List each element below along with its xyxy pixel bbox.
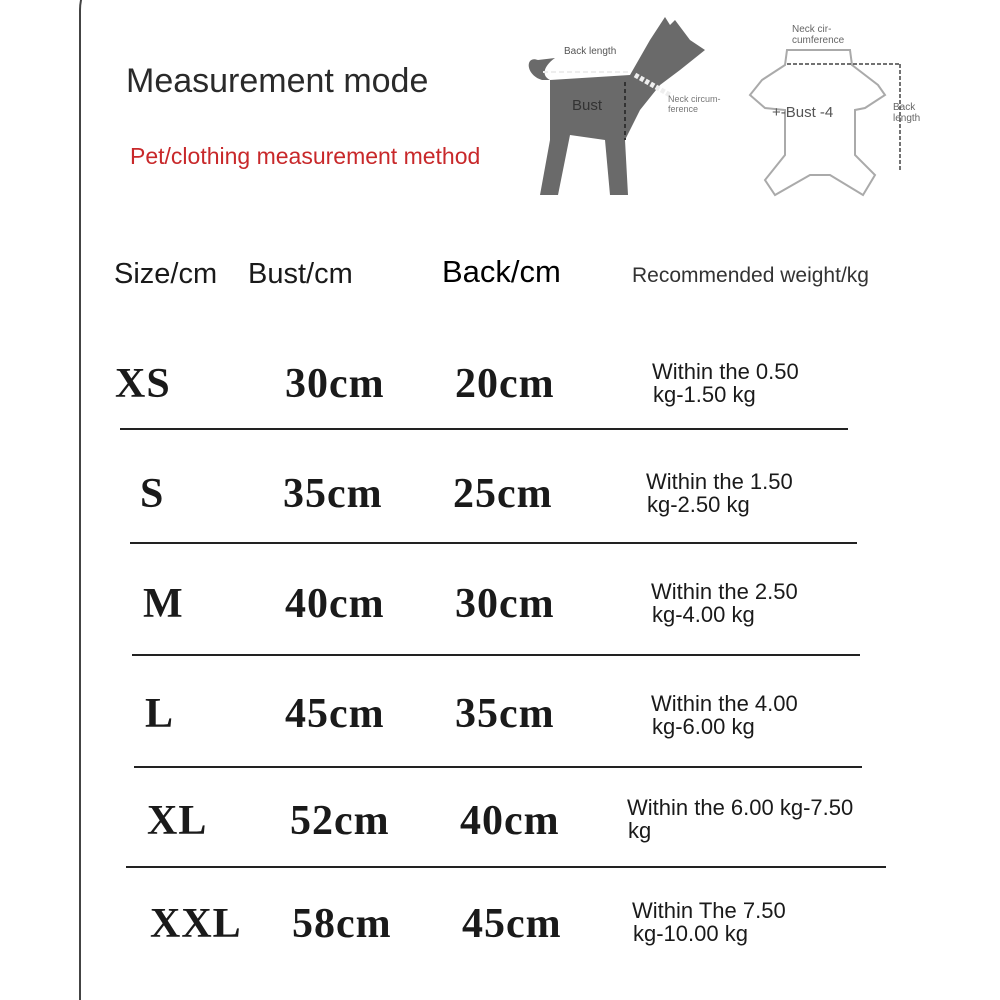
weight-cell-line2: kg-4.00 kg <box>652 602 755 627</box>
back-length-label: Back length <box>564 46 617 57</box>
size-cell: M <box>143 581 184 627</box>
back-cell: 25cm <box>453 471 553 517</box>
back-cell: 45cm <box>462 901 562 947</box>
weight-cell-line1: Within The 7.50 <box>632 898 786 923</box>
bust-cell: 40cm <box>285 581 385 627</box>
garment-outline-icon <box>750 50 885 195</box>
weight-cell-line1: Within the 4.00 <box>651 691 798 716</box>
garment-neck-label: Neck cir- <box>792 24 832 35</box>
header-size: Size/cm <box>114 258 218 290</box>
row-divider <box>130 542 857 544</box>
weight-cell-line2: kg-1.50 kg <box>653 382 756 407</box>
bust-cell: 45cm <box>285 691 385 737</box>
row-divider <box>134 766 862 768</box>
neck-label: Neck circum- <box>668 94 721 104</box>
size-cell: S <box>140 471 165 517</box>
weight-cell-line2: kg <box>628 818 652 843</box>
size-cell: XS <box>115 361 171 407</box>
garment-bust-label: +-Bust -4 <box>772 104 834 121</box>
weight-cell-line1: Within the 0.50 <box>652 359 799 384</box>
weight-cell-line2: kg-10.00 kg <box>633 921 748 946</box>
page-subtitle: Pet/clothing measurement method <box>130 143 481 169</box>
header-weight: Recommended weight/kg <box>632 264 869 287</box>
back-cell: 20cm <box>455 361 555 407</box>
row-divider <box>132 654 860 656</box>
weight-cell-line2: kg-6.00 kg <box>652 714 755 739</box>
garment-back-label-2: length <box>893 113 921 124</box>
back-cell: 40cm <box>460 798 560 844</box>
bust-cell: 30cm <box>285 361 385 407</box>
weight-cell-line1: Within the 1.50 <box>646 469 793 494</box>
measurement-diagram <box>510 0 950 210</box>
garment-back-label: Back <box>893 102 916 113</box>
weight-cell-line1: Within the 6.00 kg-7.50 <box>627 795 854 820</box>
neck-label-2: ference <box>668 104 699 114</box>
bust-cell: 52cm <box>290 798 390 844</box>
back-cell: 35cm <box>455 691 555 737</box>
header-bust: Bust/cm <box>248 258 353 290</box>
page-title: Measurement mode <box>126 62 429 100</box>
row-divider <box>126 866 886 868</box>
bust-cell: 35cm <box>283 471 383 517</box>
bust-label: Bust <box>572 97 603 114</box>
weight-cell-line1: Within the 2.50 <box>651 579 798 604</box>
size-cell: XL <box>147 798 208 844</box>
weight-cell-line2: kg-2.50 kg <box>647 492 750 517</box>
garment-neck-label-2: cumference <box>792 35 845 46</box>
back-cell: 30cm <box>455 581 555 627</box>
header-back: Back/cm <box>442 254 561 289</box>
size-cell: L <box>145 691 175 737</box>
size-cell: XXL <box>150 901 242 947</box>
bust-cell: 58cm <box>292 901 392 947</box>
row-divider <box>120 428 848 430</box>
